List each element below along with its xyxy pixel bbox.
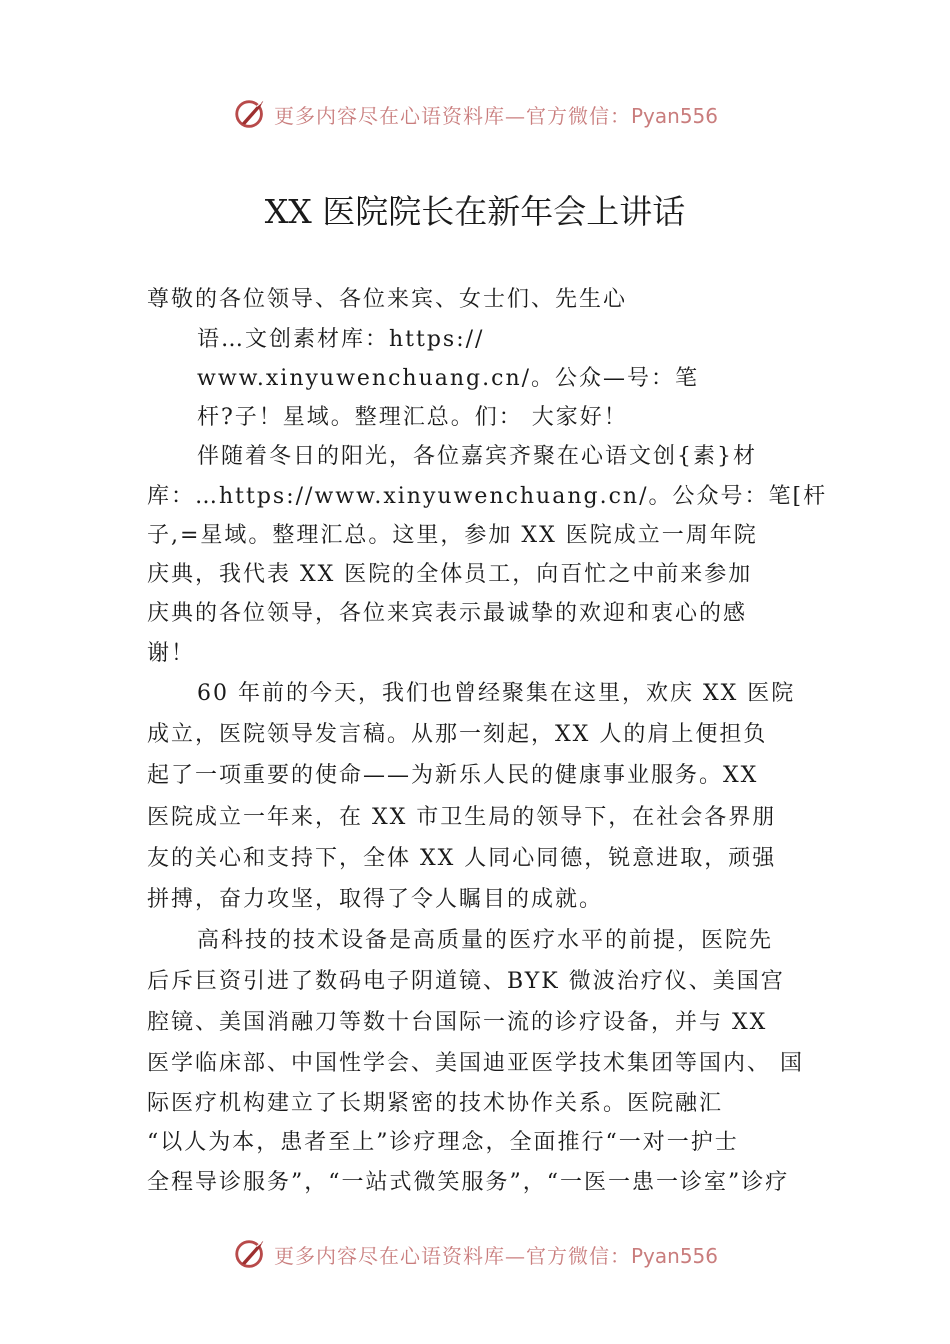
text-line: 庆典的各位领导，各位来宾表示最诚挚的欢迎和衷心的感 — [147, 601, 748, 626]
text-line: 伴随着冬日的阳光，各位嘉宾齐聚在心语文创{素}材 — [197, 444, 757, 469]
text-line: 拼搏，奋力攻坚，取得了令人瞩目的成就。 — [147, 887, 604, 912]
text-line: 语…文创素材库：https:// — [197, 327, 485, 352]
footer-banner — [0, 1234, 950, 1274]
text-line: 起了一项重要的使命——为新乐人民的健康事业服务。XX — [147, 763, 759, 788]
text-line: 高科技的技术设备是高质量的医疗水平的前提，医院先 — [197, 928, 774, 953]
text-line: 际医疗机构建立了长期紧密的技术协作关系。医院融汇 — [147, 1091, 724, 1116]
text-line: 成立，医院领导发言稿。从那一刻起，XX 人的肩上便担负 — [147, 722, 768, 747]
document-title: XX 医院院长在新年会上讲话 — [264, 192, 686, 231]
text-line: 腔镜、美国消融刀等数十台国际一流的诊疗设备，并与 XX — [147, 1010, 768, 1035]
text-line: 医院成立一年来，在 XX 市卫生局的领导下，在社会各界朋 — [147, 805, 777, 830]
banner-text: 更多内容尽在心语资料库—官方微信：Pyan556 — [273, 1243, 718, 1268]
text-line: 医学临床部、中国性学会、美国迪亚医学技术集团等国内、 国 — [147, 1051, 804, 1076]
text-line: 后斥巨资引进了数码电子阴道镜、BYK 微波治疗仪、美国宫 — [147, 969, 785, 994]
quill-pen-logo-icon — [232, 95, 270, 133]
text-line: 尊敬的各位领导、各位来宾、女士们、先生心 — [147, 287, 628, 312]
text-line: www.xinyuwenchuang.cn/。公众—号：笔 — [197, 366, 700, 391]
header-banner — [0, 94, 950, 134]
text-line: 60 年前的今天，我们也曾经聚集在这里，欢庆 XX 医院 — [197, 681, 796, 706]
text-line: 友的关心和支持下，全体 XX 人同心同德，锐意进取，顽强 — [147, 846, 777, 871]
text-line: 谢！ — [147, 641, 196, 666]
text-line: 全程导诊服务”，“一站式微笑服务”，“一医一患一诊室”诊疗 — [147, 1170, 790, 1195]
banner-text: 更多内容尽在心语资料库—官方微信：Pyan556 — [273, 103, 718, 128]
text-line: 库：…https://www.xinyuwenchuang.cn/。公众号：笔[杆 — [147, 484, 828, 509]
text-line: 杆?子！星域。整理汇总。们： 大家好！ — [197, 405, 628, 430]
text-line: “以人为本，患者至上”诊疗理念，全面推行“一对一护士 — [147, 1130, 739, 1155]
text-line: 子,=星域。整理汇总。这里，参加 XX 医院成立一周年院 — [147, 523, 758, 548]
text-line: 庆典，我代表 XX 医院的全体员工，向百忙之中前来参加 — [147, 562, 753, 587]
quill-pen-logo-icon — [232, 1235, 270, 1273]
